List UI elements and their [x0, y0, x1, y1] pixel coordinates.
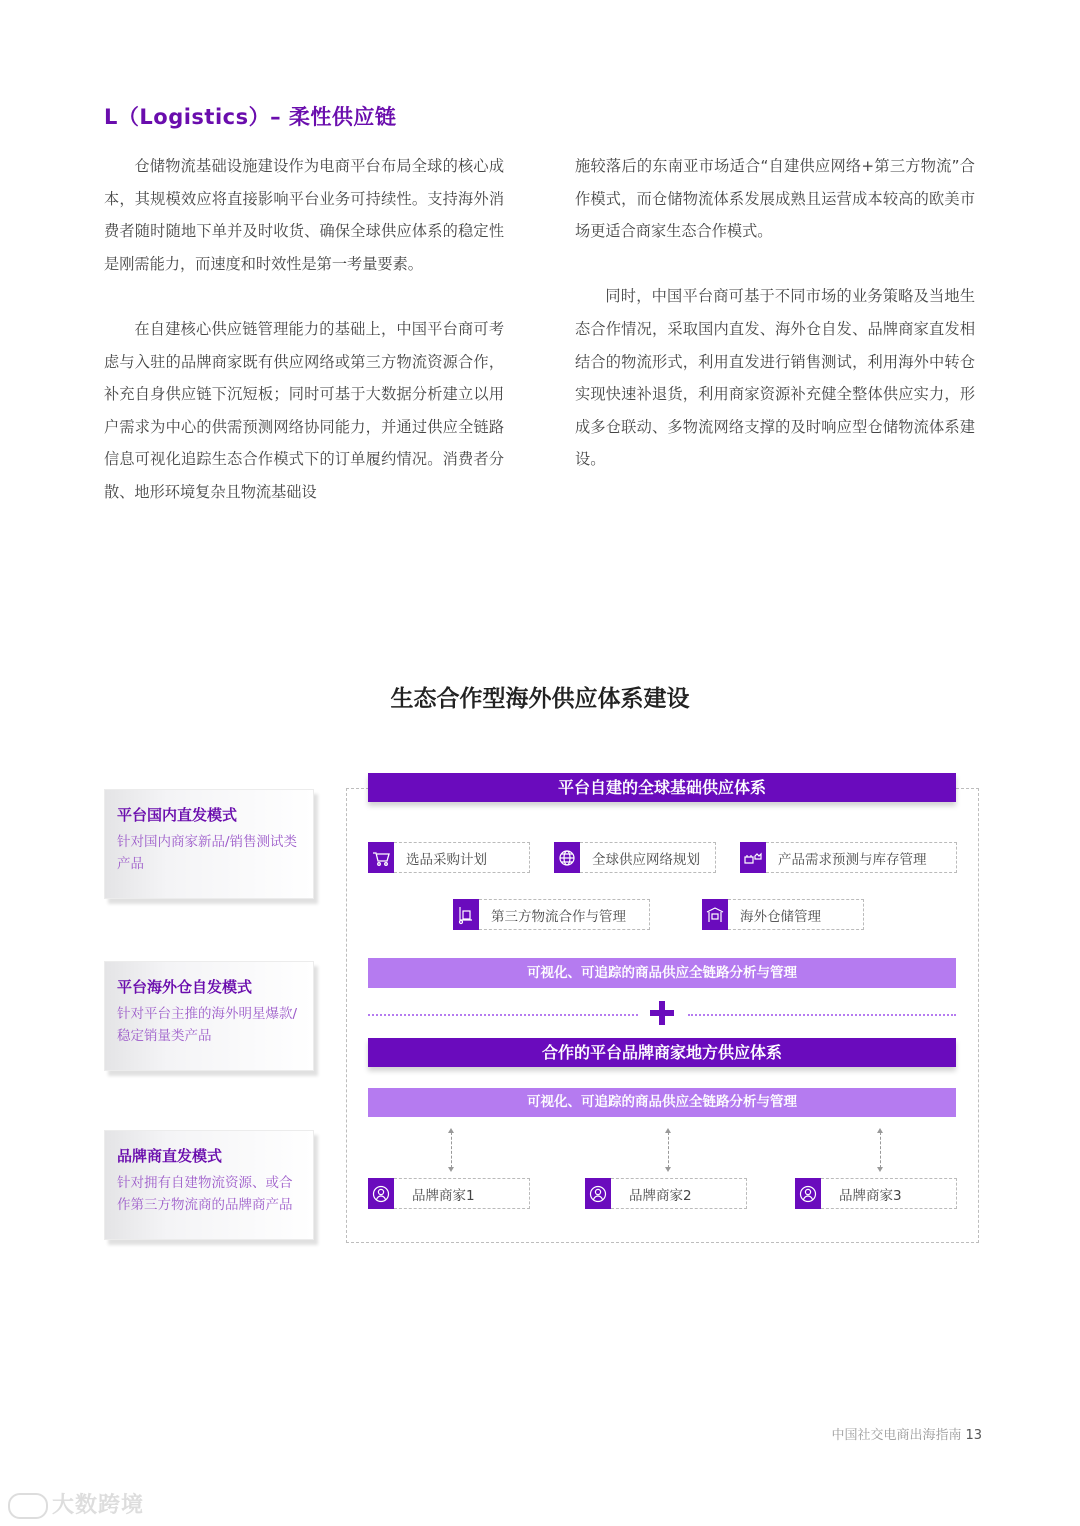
globe-icon — [554, 842, 580, 873]
mode-description: 针对国内商家新品/销售测试类产品 — [117, 834, 298, 872]
platform-system-bar: 平台自建的全球基础供应体系 — [368, 773, 956, 802]
item-global-network — [554, 842, 716, 873]
merchant-3 — [795, 1178, 957, 1209]
mode-card-overseas-warehouse — [104, 961, 314, 1071]
hand-truck-icon — [453, 899, 479, 930]
bidirectional-arrow-icon — [448, 1128, 456, 1172]
bidirectional-arrow-icon — [665, 1128, 673, 1172]
merchant-2 — [585, 1178, 747, 1209]
merchant-label: 品牌商家1 — [394, 1178, 530, 1209]
item-label: 产品需求预测与库存管理 — [766, 842, 957, 873]
item-demand-forecast — [740, 842, 957, 873]
bidirectional-arrow-icon — [877, 1128, 885, 1172]
partner-system-bar: 合作的平台品牌商家地方供应体系 — [368, 1038, 956, 1067]
tracking-bar-partner: 可视化、可追踪的商品供应全链路分析与管理 — [368, 1088, 956, 1117]
item-label: 海外仓储管理 — [728, 899, 864, 930]
item-overseas-warehouse — [702, 899, 864, 930]
dotted-line — [368, 1014, 638, 1016]
plus-icon — [650, 1001, 674, 1025]
mode-title: 平台海外仓自发模式 — [117, 978, 253, 996]
user-icon — [368, 1178, 394, 1209]
watermark — [8, 1488, 144, 1519]
tracking-bar-platform: 可视化、可追踪的商品供应全链路分析与管理 — [368, 958, 956, 988]
page-footer — [831, 1424, 982, 1443]
mode-card-domestic — [104, 789, 314, 899]
merchant-label: 品牌商家3 — [821, 1178, 957, 1209]
paragraph: 同时，中国平台商可基于不同市场的业务策略及当地生态合作情况，采取国内直发、海外仓自发、品牌商家直发相结合的物流形式，利用直发进行销售测试，利用海外中转仓实现快速补退货，利用商家资源补充健全整体供应实力，形成多仓联动、多物流网络支撑的及时响应型仓储物流体系建设。 — [575, 287, 975, 469]
watermark-logo-icon — [8, 1493, 48, 1519]
user-icon — [795, 1178, 821, 1209]
merchant-label: 品牌商家2 — [611, 1178, 747, 1209]
cart-icon — [368, 842, 394, 873]
body-column-left — [104, 150, 504, 541]
mode-title: 平台国内直发模式 — [117, 806, 238, 824]
watermark-text: 大数跨境 — [52, 1493, 145, 1518]
inventory-icon — [740, 842, 766, 873]
item-selection-procurement — [368, 842, 530, 873]
paragraph: 施较落后的东南亚市场适合“自建供应网络+第三方物流”合作模式，而仓储物流体系发展成熟且运营成本较高的欧美市场更适合商家生态合作模式。 — [575, 157, 975, 241]
item-3pl-management — [453, 899, 650, 930]
mode-title: 品牌商直发模式 — [117, 1147, 223, 1165]
item-label: 全球供应网络规划 — [580, 842, 716, 873]
merchant-1 — [368, 1178, 530, 1209]
page-number: 13 — [965, 1428, 982, 1443]
mode-description: 针对拥有自建物流资源、或合作第三方物流商的品牌商产品 — [117, 1175, 293, 1213]
body-column-right — [575, 150, 975, 509]
paragraph: 仓储物流基础设施建设作为电商平台布局全球的核心成本，其规模效应将直接影响平台业务可持续性。支持海外消费者随时随地下单并及时收货、确保全球供应体系的稳定性是刚需能力，而速度和时效性是第一考量要素。 — [104, 157, 504, 273]
footer-title: 中国社交电商出海指南 — [831, 1428, 962, 1443]
diagram-title: 生态合作型海外供应体系建设 — [390, 686, 690, 712]
item-label: 第三方物流合作与管理 — [479, 899, 650, 930]
paragraph: 在自建核心供应链管理能力的基础上，中国平台商可考虑与入驻的品牌商家既有供应网络或第三方物流资源合作，补充自身供应链下沉短板；同时可基于大数据分析建立以用户需求为中心的供需预测网络协同能力，并通过供应全链路信息可视化追踪生态合作模式下的订单履约情况。消费者分散、地形环境复杂且物流基础设 — [104, 319, 504, 501]
section-heading: L（Logistics）– 柔性供应链 — [104, 105, 397, 129]
mode-card-brand-direct — [104, 1130, 314, 1240]
item-label: 选品采购计划 — [394, 842, 530, 873]
user-icon — [585, 1178, 611, 1209]
warehouse-icon — [702, 899, 728, 930]
mode-description: 针对平台主推的海外明星爆款/稳定销量类产品 — [117, 1006, 298, 1044]
dotted-line — [688, 1014, 956, 1016]
